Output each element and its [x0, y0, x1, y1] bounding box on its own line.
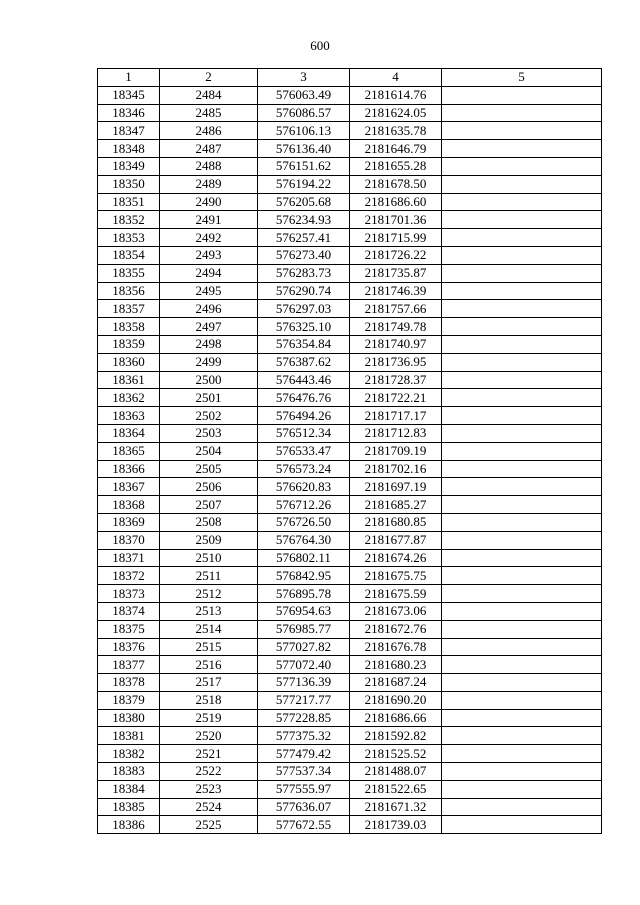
- table-cell: 2484: [160, 86, 258, 104]
- table-row: [98, 780, 602, 798]
- table-cell: 2181674.26: [350, 549, 442, 567]
- table-cell: [442, 709, 602, 727]
- table-body: [98, 86, 602, 833]
- table-cell: 577479.42: [258, 745, 350, 763]
- table-cell: 2181697.19: [350, 478, 442, 496]
- table-cell: 576151.62: [258, 157, 350, 175]
- table-cell: 2499: [160, 353, 258, 371]
- table-cell: 2498: [160, 335, 258, 353]
- table-cell: 18386: [98, 816, 160, 834]
- table-row: [98, 460, 602, 478]
- table-cell: 2509: [160, 531, 258, 549]
- table-cell: 18369: [98, 513, 160, 531]
- table-cell: [442, 140, 602, 158]
- table-row: [98, 122, 602, 140]
- table-row: [98, 175, 602, 193]
- table-cell: 18348: [98, 140, 160, 158]
- table-cell: 18371: [98, 549, 160, 567]
- table-cell: 2181673.06: [350, 602, 442, 620]
- table-row: [98, 745, 602, 763]
- table-cell: 2521: [160, 745, 258, 763]
- table-cell: 576533.47: [258, 442, 350, 460]
- table-cell: 577228.85: [258, 709, 350, 727]
- table-cell: 2515: [160, 638, 258, 656]
- table-cell: 577375.32: [258, 727, 350, 745]
- table-cell: 2520: [160, 727, 258, 745]
- table-cell: 18385: [98, 798, 160, 816]
- table-cell: [442, 478, 602, 496]
- table-cell: 2510: [160, 549, 258, 567]
- table-cell: 576257.41: [258, 229, 350, 247]
- table-cell: 2181677.87: [350, 531, 442, 549]
- table-cell: 576573.24: [258, 460, 350, 478]
- table-cell: 18358: [98, 318, 160, 336]
- table-row: [98, 442, 602, 460]
- table-cell: 18384: [98, 780, 160, 798]
- table-cell: 2181624.05: [350, 104, 442, 122]
- table-cell: 576194.22: [258, 175, 350, 193]
- table-cell: 18376: [98, 638, 160, 656]
- table-cell: 18372: [98, 567, 160, 585]
- table-cell: 18359: [98, 335, 160, 353]
- table-cell: 18355: [98, 264, 160, 282]
- table-cell: 2506: [160, 478, 258, 496]
- table-cell: 18382: [98, 745, 160, 763]
- table-cell: 2181672.76: [350, 620, 442, 638]
- table-cell: 2181726.22: [350, 246, 442, 264]
- column-header: 1: [98, 69, 160, 87]
- table-cell: 2485: [160, 104, 258, 122]
- table-cell: 2516: [160, 656, 258, 674]
- table-cell: 577027.82: [258, 638, 350, 656]
- table-cell: 2181522.65: [350, 780, 442, 798]
- table-cell: [442, 175, 602, 193]
- table-cell: 2497: [160, 318, 258, 336]
- table-cell: 2496: [160, 300, 258, 318]
- table-cell: 2505: [160, 460, 258, 478]
- table-cell: 18353: [98, 229, 160, 247]
- table-cell: 576620.83: [258, 478, 350, 496]
- table-cell: 576764.30: [258, 531, 350, 549]
- table-row: [98, 602, 602, 620]
- table-cell: 18370: [98, 531, 160, 549]
- table-cell: [442, 620, 602, 638]
- table-cell: 577136.39: [258, 674, 350, 692]
- table-cell: 2181592.82: [350, 727, 442, 745]
- table-cell: [442, 211, 602, 229]
- table-cell: 2493: [160, 246, 258, 264]
- table-cell: 577537.34: [258, 763, 350, 781]
- table-cell: 577072.40: [258, 656, 350, 674]
- column-header: 4: [350, 69, 442, 87]
- table-cell: 2181655.28: [350, 157, 442, 175]
- table-cell: 2181739.03: [350, 816, 442, 834]
- table-row: [98, 140, 602, 158]
- table-cell: 2504: [160, 442, 258, 460]
- table-cell: 2507: [160, 496, 258, 514]
- table-cell: 2502: [160, 407, 258, 425]
- table-row: [98, 353, 602, 371]
- table-row: [98, 211, 602, 229]
- table-cell: 576895.78: [258, 585, 350, 603]
- table-cell: 2490: [160, 193, 258, 211]
- table-cell: [442, 318, 602, 336]
- table-cell: 2181686.60: [350, 193, 442, 211]
- table-row: [98, 567, 602, 585]
- table-cell: [442, 335, 602, 353]
- coordinates-table: [97, 68, 602, 834]
- table-cell: 2181680.85: [350, 513, 442, 531]
- table-cell: [442, 780, 602, 798]
- table-cell: 2181757.66: [350, 300, 442, 318]
- table-cell: 2181736.95: [350, 353, 442, 371]
- table-cell: 18356: [98, 282, 160, 300]
- table-row: [98, 727, 602, 745]
- table-cell: 18350: [98, 175, 160, 193]
- table-cell: 576234.93: [258, 211, 350, 229]
- table-cell: [442, 531, 602, 549]
- table-cell: 2181488.07: [350, 763, 442, 781]
- table-cell: 18380: [98, 709, 160, 727]
- table-cell: 576387.62: [258, 353, 350, 371]
- table-cell: [442, 727, 602, 745]
- table-cell: 576205.68: [258, 193, 350, 211]
- table-cell: 576136.40: [258, 140, 350, 158]
- table-cell: 576842.95: [258, 567, 350, 585]
- table-cell: [442, 691, 602, 709]
- table-cell: 2181722.21: [350, 389, 442, 407]
- table-row: [98, 674, 602, 692]
- table-cell: [442, 656, 602, 674]
- table-row: [98, 763, 602, 781]
- table-cell: [442, 300, 602, 318]
- table-cell: 2181614.76: [350, 86, 442, 104]
- table-cell: 576283.73: [258, 264, 350, 282]
- table-cell: 2514: [160, 620, 258, 638]
- table-cell: 577555.97: [258, 780, 350, 798]
- table-cell: 18383: [98, 763, 160, 781]
- table-cell: 2501: [160, 389, 258, 407]
- table-cell: [442, 798, 602, 816]
- table-cell: 18349: [98, 157, 160, 175]
- table-row: [98, 709, 602, 727]
- table-row: [98, 86, 602, 104]
- table-cell: 18373: [98, 585, 160, 603]
- table-cell: 18354: [98, 246, 160, 264]
- table-cell: 2181690.20: [350, 691, 442, 709]
- table-row: [98, 335, 602, 353]
- table-cell: [442, 86, 602, 104]
- table-header: [98, 69, 602, 87]
- table-cell: 2181678.50: [350, 175, 442, 193]
- table-row: [98, 549, 602, 567]
- table-cell: 18345: [98, 86, 160, 104]
- table-cell: [442, 745, 602, 763]
- table-cell: 576712.26: [258, 496, 350, 514]
- table-cell: 18346: [98, 104, 160, 122]
- table-cell: 2511: [160, 567, 258, 585]
- table-row: [98, 478, 602, 496]
- table-row: [98, 424, 602, 442]
- table-cell: 2181686.66: [350, 709, 442, 727]
- table-cell: [442, 246, 602, 264]
- table-row: [98, 407, 602, 425]
- table-cell: 18347: [98, 122, 160, 140]
- table-cell: 18364: [98, 424, 160, 442]
- table-row: [98, 318, 602, 336]
- table-cell: 2181687.24: [350, 674, 442, 692]
- table-cell: 2181717.17: [350, 407, 442, 425]
- table-cell: 576954.63: [258, 602, 350, 620]
- table-cell: 576512.34: [258, 424, 350, 442]
- table-cell: 18366: [98, 460, 160, 478]
- header-row: [98, 69, 602, 87]
- table-cell: [442, 549, 602, 567]
- table-cell: 2518: [160, 691, 258, 709]
- table-cell: 2494: [160, 264, 258, 282]
- table-cell: 576106.13: [258, 122, 350, 140]
- column-header: 2: [160, 69, 258, 87]
- table-row: [98, 585, 602, 603]
- table-cell: 18361: [98, 371, 160, 389]
- table-cell: [442, 424, 602, 442]
- table-cell: 2181685.27: [350, 496, 442, 514]
- table-cell: 576063.49: [258, 86, 350, 104]
- table-row: [98, 638, 602, 656]
- table-row: [98, 513, 602, 531]
- table-cell: 2513: [160, 602, 258, 620]
- table-cell: 2492: [160, 229, 258, 247]
- table-cell: 18377: [98, 656, 160, 674]
- column-header: 3: [258, 69, 350, 87]
- table-cell: 2181728.37: [350, 371, 442, 389]
- table-row: [98, 300, 602, 318]
- table-cell: 2508: [160, 513, 258, 531]
- table-row: [98, 371, 602, 389]
- table-row: [98, 282, 602, 300]
- table-cell: 2181702.16: [350, 460, 442, 478]
- table-cell: [442, 193, 602, 211]
- table-cell: 2503: [160, 424, 258, 442]
- table-row: [98, 691, 602, 709]
- table-cell: 2517: [160, 674, 258, 692]
- page-number: 600: [310, 38, 330, 53]
- table-cell: 18375: [98, 620, 160, 638]
- table-cell: 18378: [98, 674, 160, 692]
- table-cell: [442, 763, 602, 781]
- table-cell: 577217.77: [258, 691, 350, 709]
- table-cell: 2489: [160, 175, 258, 193]
- table-row: [98, 246, 602, 264]
- table-cell: 18374: [98, 602, 160, 620]
- table-cell: 2181712.83: [350, 424, 442, 442]
- table-row: [98, 157, 602, 175]
- table-cell: 18365: [98, 442, 160, 460]
- table-cell: 2181701.36: [350, 211, 442, 229]
- table-cell: 2491: [160, 211, 258, 229]
- table-cell: 2487: [160, 140, 258, 158]
- table-cell: 576494.26: [258, 407, 350, 425]
- table-cell: 2522: [160, 763, 258, 781]
- table-cell: [442, 567, 602, 585]
- table-cell: 2524: [160, 798, 258, 816]
- table-cell: 18367: [98, 478, 160, 496]
- table-row: [98, 193, 602, 211]
- table-cell: 576985.77: [258, 620, 350, 638]
- table-row: [98, 496, 602, 514]
- table-cell: [442, 407, 602, 425]
- table-cell: 576443.46: [258, 371, 350, 389]
- table-cell: 2181709.19: [350, 442, 442, 460]
- table-cell: [442, 371, 602, 389]
- table-cell: [442, 353, 602, 371]
- table-row: [98, 816, 602, 834]
- table-row: [98, 656, 602, 674]
- table-cell: [442, 264, 602, 282]
- table-cell: 576086.57: [258, 104, 350, 122]
- table-row: [98, 531, 602, 549]
- table-cell: 2181675.59: [350, 585, 442, 603]
- table-cell: [442, 282, 602, 300]
- table-cell: 576354.84: [258, 335, 350, 353]
- table-row: [98, 389, 602, 407]
- table-cell: 18363: [98, 407, 160, 425]
- table-cell: [442, 816, 602, 834]
- table-cell: [442, 496, 602, 514]
- table-cell: 576290.74: [258, 282, 350, 300]
- table-cell: [442, 513, 602, 531]
- table-cell: 2181680.23: [350, 656, 442, 674]
- table-cell: 2495: [160, 282, 258, 300]
- table-cell: 18379: [98, 691, 160, 709]
- table-cell: 577672.55: [258, 816, 350, 834]
- table-cell: 2488: [160, 157, 258, 175]
- table-cell: 2525: [160, 816, 258, 834]
- table-cell: 18357: [98, 300, 160, 318]
- table-cell: 18351: [98, 193, 160, 211]
- table-cell: 576297.03: [258, 300, 350, 318]
- table-cell: 576325.10: [258, 318, 350, 336]
- table-cell: 18362: [98, 389, 160, 407]
- table-row: [98, 104, 602, 122]
- column-header: 5: [442, 69, 602, 87]
- table-row: [98, 229, 602, 247]
- table-cell: [442, 122, 602, 140]
- table-cell: 576476.76: [258, 389, 350, 407]
- table-cell: 2181675.75: [350, 567, 442, 585]
- table-cell: 2181749.78: [350, 318, 442, 336]
- table-cell: [442, 638, 602, 656]
- table-row: [98, 264, 602, 282]
- table-cell: 2512: [160, 585, 258, 603]
- table-cell: 2181671.32: [350, 798, 442, 816]
- table-cell: [442, 602, 602, 620]
- table-cell: 2523: [160, 780, 258, 798]
- table-cell: 18352: [98, 211, 160, 229]
- table-cell: 2181525.52: [350, 745, 442, 763]
- table-cell: 2181715.99: [350, 229, 442, 247]
- table-cell: [442, 157, 602, 175]
- table-cell: 577636.07: [258, 798, 350, 816]
- table-cell: [442, 389, 602, 407]
- table-cell: 576726.50: [258, 513, 350, 531]
- table-cell: 18368: [98, 496, 160, 514]
- table-cell: 18360: [98, 353, 160, 371]
- table-cell: [442, 442, 602, 460]
- table-cell: 2486: [160, 122, 258, 140]
- table-cell: [442, 674, 602, 692]
- table-cell: 576273.40: [258, 246, 350, 264]
- table-cell: 576802.11: [258, 549, 350, 567]
- table-cell: 2181646.79: [350, 140, 442, 158]
- table-row: [98, 798, 602, 816]
- table-cell: 2181676.78: [350, 638, 442, 656]
- table-cell: 18381: [98, 727, 160, 745]
- table-cell: 2500: [160, 371, 258, 389]
- table-cell: [442, 104, 602, 122]
- table-row: [98, 620, 602, 638]
- table-cell: 2519: [160, 709, 258, 727]
- table-cell: 2181735.87: [350, 264, 442, 282]
- table-cell: 2181635.78: [350, 122, 442, 140]
- table-cell: 2181740.97: [350, 335, 442, 353]
- table-cell: [442, 585, 602, 603]
- table-cell: [442, 229, 602, 247]
- table-cell: 2181746.39: [350, 282, 442, 300]
- table-cell: [442, 460, 602, 478]
